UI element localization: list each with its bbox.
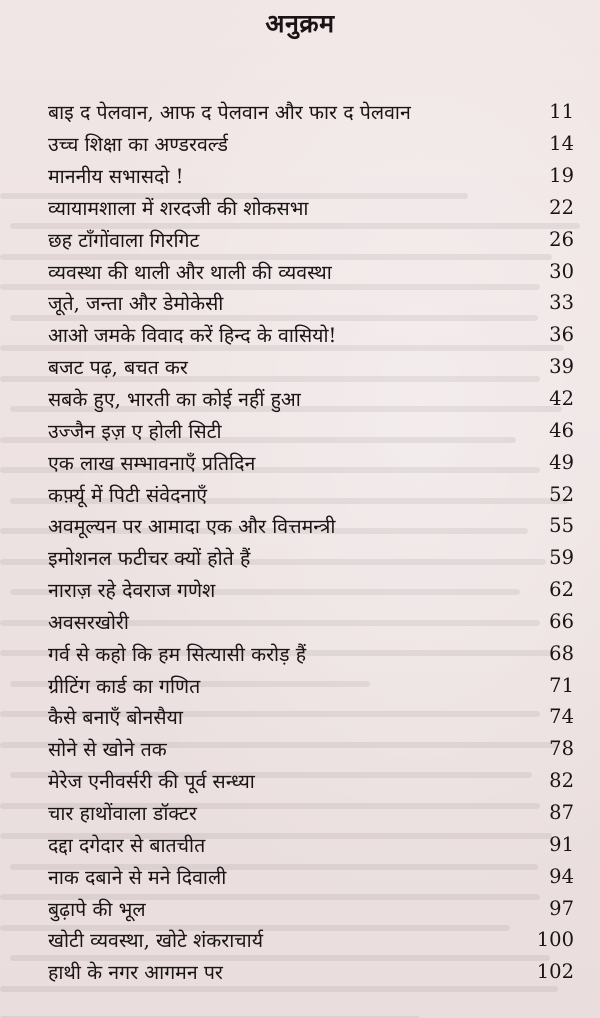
toc-entry [48,669,574,701]
toc-entry-page: 36 [549,323,574,347]
toc-entry-page: 46 [549,418,574,442]
toc-entry [48,924,574,956]
toc-entry-page: 30 [549,259,574,283]
toc-entry-title: नाराज़ रहे देवराज गणेश [48,579,216,603]
toc-entry-page: 22 [549,195,574,219]
toc-entry-title: छह टाँगोंवाला गिरगिट [48,228,200,252]
toc-entry-page: 19 [549,164,574,188]
toc-entry-page: 55 [549,514,574,538]
toc-entry-page: 82 [549,769,574,793]
toc-entry-title: ग्रीटिंग कार्ड का गणित [48,674,201,698]
toc-entry [48,383,574,415]
toc-entry-title: कैसे बनाएँ बोनसैया [48,706,183,730]
toc-entry-title: हाथी के नगर आगमन पर [48,961,223,985]
toc-entry-page: 62 [549,578,574,602]
toc-entry-title: व्यायामशाला में शरदजी की शोकसभा [48,196,309,220]
toc-entry-title: अवसरखोरी [48,610,129,634]
toc-entry-title: उच्च शिक्षा का अण्डरवर्ल्ड [48,133,228,157]
table-of-contents [48,96,574,988]
toc-entry-page: 42 [549,387,574,411]
toc-entry [48,128,574,160]
toc-entry-page: 94 [549,864,574,888]
toc-entry-page: 14 [549,132,574,156]
toc-entry-title: कर्फ़्यू में पिटी संवेदनाएँ [48,483,208,507]
page-title: अनुक्रम [265,9,335,38]
toc-entry [48,733,574,765]
toc-entry [48,192,574,224]
toc-entry-page: 39 [549,355,574,379]
toc-entry [48,223,574,255]
toc-entry-page: 97 [549,896,574,920]
toc-entry-title: उज्जैन इज़ ए होली सिटी [48,419,222,443]
toc-entry [48,287,574,319]
toc-entry-title: जूते, जन्ता और डेमोकेसी [48,292,224,316]
toc-entry-title: दद्दा दगेदार से बातचीत [48,833,206,857]
toc-entry [48,701,574,733]
toc-entry-title: मेरेज एनीवर्सरी की पूर्व सन्ध्या [48,770,255,794]
toc-entry-page: 26 [549,227,574,251]
toc-entry-page: 52 [549,482,574,506]
toc-entry-page: 59 [549,546,574,570]
toc-entry-title: चार हाथोंवाला डॉक्टर [48,801,197,825]
toc-entry-page: 74 [549,705,574,729]
toc-entry [48,828,574,860]
toc-entry [48,637,574,669]
toc-entry-page: 102 [536,960,574,984]
toc-entry-page: 49 [549,450,574,474]
toc-entry-page: 71 [549,673,574,697]
toc-entry [48,96,574,128]
toc-entry-title: गर्व से कहो कि हम सित्यासी करोड़ हैं [48,642,307,666]
toc-entry [48,446,574,478]
toc-entry-page: 68 [549,641,574,665]
toc-entry [48,351,574,383]
toc-entry-title: आओ जमके विवाद करें हिन्द के वासियो! [48,324,337,348]
toc-entry-title: इमोशनल फटीचर क्यों होते हैं [48,547,251,571]
toc-entry-page: 91 [549,832,574,856]
toc-entry [48,510,574,542]
toc-entry-title: अवमूल्यन पर आमादा एक और वित्तमन्त्री [48,515,336,539]
toc-entry-title: व्यवस्था की थाली और थाली की व्यवस्था [48,260,332,284]
toc-entry [48,892,574,924]
toc-entry-title: खोटी व्यवस्था, खोटे शंकराचार्य [48,929,264,953]
toc-entry [48,160,574,192]
toc-entry [48,606,574,638]
toc-entry-title: सबके हुए, भारती का कोई नहीं हुआ [48,388,301,412]
toc-entry-page: 78 [549,737,574,761]
toc-entry-title: माननीय सभासदो ! [48,165,184,189]
toc-entry-title: सोने से खोने तक [48,738,167,762]
toc-entry-page: 87 [549,800,574,824]
toc-entry [48,478,574,510]
toc-entry-title: बुढ़ापे की भूल [48,897,146,921]
toc-entry [48,797,574,829]
toc-entry [48,255,574,287]
toc-entry-page: 100 [536,928,574,952]
toc-entry-title: नाक दबाने से मने दिवाली [48,865,227,889]
toc-entry [48,956,574,988]
toc-entry-title: बजट पढ़, बचत कर [48,356,188,380]
toc-entry [48,860,574,892]
toc-entry-page: 33 [549,291,574,315]
toc-entry [48,414,574,446]
toc-entry-page: 11 [549,100,574,124]
toc-entry [48,574,574,606]
toc-entry [48,319,574,351]
toc-entry [48,542,574,574]
toc-entry [48,765,574,797]
toc-entry-title: एक लाख सम्भावनाएँ प्रतिदिन [48,451,256,475]
toc-entry-title: बाइ द पेलवान, आफ द पेलवान और फार द पेलवान [48,101,411,125]
toc-entry-page: 66 [549,609,574,633]
